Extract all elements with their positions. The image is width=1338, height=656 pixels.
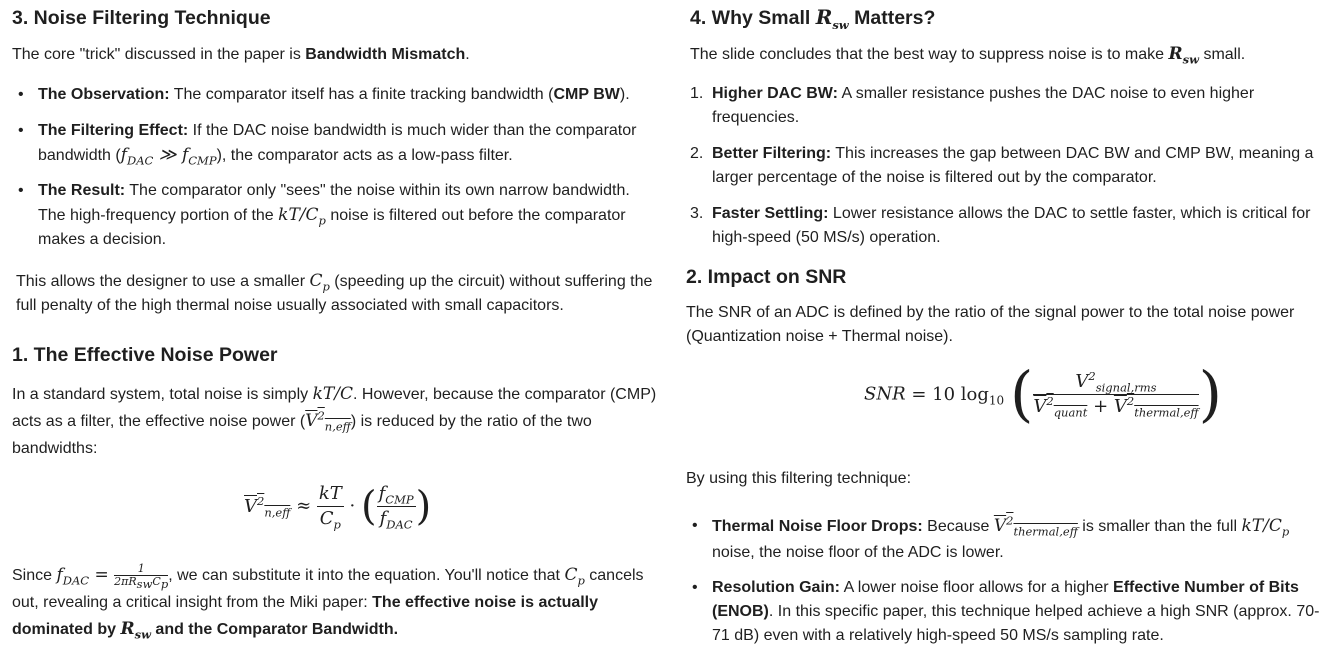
list-label: Higher DAC BW: bbox=[712, 85, 838, 102]
since-paragraph bbox=[12, 562, 667, 643]
para-text: cancels out, revealing a critical insight from the Miki paper: bbox=[12, 567, 644, 611]
math-fdac-def: $f_{DAC}$ = $\frac{1}{2\pi R_{sw}C_p}$ bbox=[56, 562, 169, 592]
list-text: Lower resistance allows the DAC to settle faster, which is critical for high-speed (50 MS/s) operation. bbox=[712, 205, 1311, 246]
intro-end: . bbox=[465, 46, 470, 63]
math-rsw: $R_{sw}$ bbox=[120, 619, 151, 642]
section-title-snr: 2. Impact on SNR bbox=[686, 266, 847, 288]
bullet-end: noise is filtered out before the comparator makes a decision. bbox=[38, 207, 626, 248]
by-using-paragraph: By using this filtering technique: bbox=[686, 470, 912, 487]
para-text: This allows the designer to use a smaller bbox=[16, 273, 310, 290]
math-vneff: $V^2_{n,eff}$ bbox=[305, 408, 351, 434]
rsw-intro-paragraph bbox=[690, 42, 1245, 67]
fraction-kt-cp: $\frac{kT}{C_p}$ bbox=[318, 483, 342, 532]
para-text: Since bbox=[12, 567, 57, 584]
bullet-bold: Effective Number of Bits (ENOB) bbox=[712, 579, 1299, 620]
list-text: This increases the gap between DAC BW and CMP BW, meaning a larger percentage of the noise is filtered out by the comparator. bbox=[712, 145, 1314, 186]
para-text-end: small. bbox=[1199, 46, 1246, 63]
bullet-text: The comparator only "sees" the noise within its own narrow bandwidth. The high-frequency portion of the bbox=[38, 182, 630, 224]
list-label: Faster Settling: bbox=[712, 205, 829, 222]
title-text: 4. Why Small bbox=[690, 7, 816, 29]
fraction-fcmp-fdac: $\frac{f_{CMP}}{f_{DAC}}$ bbox=[378, 483, 414, 532]
list-item-better-filtering bbox=[686, 142, 1334, 190]
snr-definition-paragraph: The SNR of an ADC is defined by the ratio of the signal power to the total noise power (Quantization noise + Thermal noise). bbox=[686, 304, 1295, 345]
bullet-observation bbox=[12, 83, 672, 107]
fraction-snr: $\frac{V^2_{signal,rms}}{V^2_{quant} + V^2_{thermal,eff}}$ bbox=[1033, 369, 1199, 420]
math-rsw: $R_{sw}$ bbox=[1168, 44, 1199, 67]
math-rsw: $R_{sw}$ bbox=[815, 5, 849, 32]
bullet-noise-floor bbox=[686, 513, 1331, 566]
list-label: Better Filtering: bbox=[712, 145, 832, 162]
bullet-filtering-effect bbox=[12, 119, 660, 168]
math-inline-ktc: $kT/C_p$ bbox=[278, 205, 326, 228]
bullet-end: ), the comparator acts as a low-pass filter. bbox=[216, 147, 513, 164]
math-inline-bw: $f_{DAC}$ ≫ $f_{CMP}$ bbox=[120, 145, 217, 168]
section-title-why-rsw bbox=[690, 4, 935, 31]
list-item-faster-settling bbox=[686, 202, 1334, 250]
equation-effective-noise: $V^2_{n,eff}$ ≈ $\frac{kT}{C_p}$ · ( $\frac{f_{CMP}}{f_{DAC}}$ ) bbox=[244, 483, 432, 532]
intro-text: The core "trick" discussed in the paper is bbox=[12, 46, 306, 63]
para-text: , we can substitute it into the equation. You'll notice that bbox=[168, 567, 565, 584]
capacitor-paragraph bbox=[16, 269, 656, 318]
bullet-text: If the DAC noise bandwidth is much wider than the comparator bandwidth ( bbox=[38, 122, 637, 164]
bullet-text: is smaller than the full bbox=[1077, 518, 1242, 535]
bullet-label: Resolution Gain: bbox=[712, 579, 840, 596]
bullet-bold: CMP BW bbox=[553, 86, 620, 103]
math-ktc: kT/C bbox=[312, 384, 353, 404]
bullet-label: Thermal Noise Floor Drops: bbox=[712, 518, 923, 535]
bullet-text: The comparator itself has a finite tracking bandwidth ( bbox=[169, 86, 554, 103]
list-number: 2. bbox=[690, 145, 704, 162]
title-text-end: Matters? bbox=[848, 7, 936, 29]
list-number: 1. bbox=[690, 85, 704, 102]
para-text: The slide concludes that the best way to suppress noise is to make bbox=[690, 46, 1169, 63]
math-cp: $C_p$ bbox=[309, 271, 330, 294]
bullet-end: ). bbox=[619, 86, 630, 103]
bullet-resolution-gain bbox=[686, 576, 1326, 648]
section-title-noise-filtering: 3. Noise Filtering Technique bbox=[12, 7, 271, 29]
bullet-label: The Result: bbox=[38, 182, 126, 199]
intro-paragraph bbox=[12, 43, 470, 67]
para-bold: The effective noise is actually dominated by bbox=[12, 594, 599, 638]
para-text-end: ) is reduced by the ratio of the two bandwidths: bbox=[12, 413, 592, 457]
bullet-label: The Filtering Effect: bbox=[38, 122, 189, 139]
para-text: . However, because the comparator (CMP) acts as a filter, the effective noise power ( bbox=[12, 386, 657, 430]
list-text: A smaller resistance pushes the DAC noise to even higher frequencies. bbox=[712, 85, 1255, 126]
list-item-dac-bw bbox=[686, 82, 1334, 130]
math-ktc: $kT/C_p$ bbox=[1241, 516, 1290, 539]
bullet-text: A lower noise floor allows for a higher bbox=[840, 579, 1114, 596]
intro-bold: Bandwidth Mismatch bbox=[305, 46, 466, 63]
bullet-end: noise, the noise floor of the ADC is lower. bbox=[712, 544, 1004, 561]
para-text: In a standard system, total noise is simply bbox=[12, 386, 313, 403]
bullet-end: . In this specific paper, this technique helped achieve a high SNR (approx. 70-71 dB) even with a relatively high-speed 50 MS/s sampling rate. bbox=[712, 603, 1320, 644]
para-bold-end: and the Comparator Bandwidth. bbox=[150, 621, 399, 638]
para-text-end: (speeding up the circuit) without suffering the full penalty of the high thermal noise usually associated with small capacitors. bbox=[16, 273, 653, 314]
effective-noise-paragraph bbox=[12, 381, 667, 462]
bullet-text: Because bbox=[922, 518, 994, 535]
math-cp: $C_p$ bbox=[564, 565, 585, 588]
equation-snr: SNR = 10 $\log_{10}$ ( $\frac{V^2_{signal,rms}}{V^2_{quant} + V^2_{thermal,eff}}$ ) bbox=[864, 359, 1223, 430]
bullet-result bbox=[12, 179, 660, 252]
bullet-label: The Observation: bbox=[38, 86, 170, 103]
section-title-effective-noise: 1. The Effective Noise Power bbox=[12, 344, 278, 366]
list-number: 3. bbox=[690, 205, 704, 222]
math-vthermal: $V^2_{thermal,eff}$ bbox=[993, 513, 1078, 539]
